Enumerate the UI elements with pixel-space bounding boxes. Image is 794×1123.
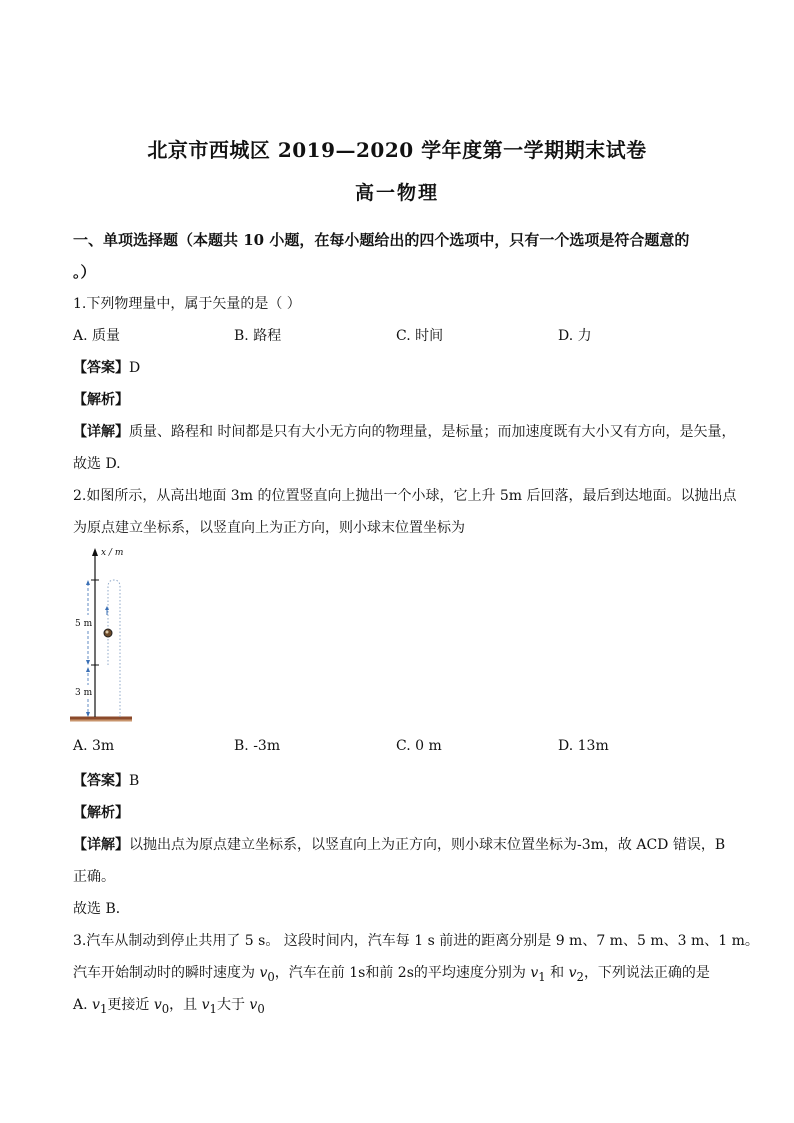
section-heading-cont: 。） bbox=[73, 263, 96, 281]
sub-2: 2 bbox=[576, 969, 584, 984]
analysis-tag: 【解析】 bbox=[73, 392, 129, 408]
axis-arrow-icon bbox=[92, 548, 98, 556]
q1-option-a: A. 质量 bbox=[73, 328, 121, 344]
q2-detail-line bbox=[73, 834, 725, 854]
sub-0: 0 bbox=[267, 969, 275, 984]
q3-text: 汽车开始制动时的瞬时速度为 bbox=[73, 965, 260, 981]
q2-detail-text: 以抛出点为原点建立坐标系，以竖直向上为正方向，则小球末位置坐标为-3m，故 ACD 错误，B bbox=[129, 837, 726, 853]
q1-option-d: D. 力 bbox=[558, 328, 592, 344]
q2-figure bbox=[70, 545, 136, 725]
q3-stem: 3.汽车从制动到停止共用了 5 s。 这段时间内，汽车每 1 s 前进的距离分别是 9 m、7 m、5 m、3 m、1 m。 bbox=[73, 933, 759, 949]
detail-tag: 【详解】 bbox=[73, 837, 129, 853]
exam-subtitle: 高一物理 bbox=[354, 182, 439, 204]
q1-detail-cont: 故选 D. bbox=[73, 456, 121, 472]
q1-option-c: C. 时间 bbox=[396, 328, 444, 344]
q2-stem: 2.如图所示，从高出地面 3m 的位置竖直向上抛出一个小球，它上升 5m 后回落，最后到达地面。以抛出点 bbox=[73, 488, 737, 504]
q3-option-label: A. bbox=[73, 997, 93, 1013]
q3-text: ，下列说法正确的是 bbox=[583, 965, 710, 981]
var-v: v bbox=[201, 997, 210, 1013]
var-v: v bbox=[153, 997, 162, 1013]
sub-1: 1 bbox=[209, 1001, 217, 1016]
q2-stem-cont: 为原点建立坐标系，以竖直向上为正方向，则小球末位置坐标为 bbox=[73, 520, 465, 536]
q2-conclusion: 故选 B． bbox=[73, 901, 130, 917]
sub-0: 0 bbox=[257, 1001, 265, 1016]
q1-answer: D bbox=[129, 360, 141, 376]
q3-text: 更接近 bbox=[107, 997, 154, 1013]
label-3m: 3 m bbox=[75, 688, 93, 698]
q2-analysis-line bbox=[73, 802, 129, 822]
q3-text: 和 bbox=[545, 965, 569, 981]
var-v: v bbox=[92, 997, 100, 1013]
analysis-tag: 【解析】 bbox=[73, 805, 129, 821]
q1-answer-line bbox=[73, 357, 140, 377]
detail-tag: 【详解】 bbox=[73, 424, 129, 440]
dim-arrow-icon bbox=[86, 667, 90, 672]
section-heading: 一、单项选择题（本题共 10 小题，在每小题给出的四个选项中，只有一个选项是符合题意的 bbox=[73, 231, 690, 249]
dim-arrow-icon bbox=[86, 712, 90, 717]
q3-text: 大于 bbox=[216, 997, 250, 1013]
dim-arrow-icon bbox=[86, 580, 90, 585]
dim-arrow-icon bbox=[86, 660, 90, 665]
q1-analysis-line bbox=[73, 389, 129, 409]
q1-option-b: B. 路程 bbox=[234, 328, 282, 344]
q3-stem-cont bbox=[73, 962, 710, 984]
q3-text: ，汽车在前 1s和前 2s的平均速度分别为 bbox=[274, 965, 531, 981]
q3-text: ，且 bbox=[169, 997, 202, 1013]
answer-tag: 【答案】 bbox=[73, 360, 129, 376]
label-5m: 5 m bbox=[75, 619, 93, 629]
q3-option-a bbox=[73, 994, 265, 1016]
q2-option-a: A. 3m bbox=[73, 738, 115, 754]
var-v: v bbox=[568, 965, 577, 981]
var-v: v bbox=[249, 997, 258, 1013]
exam-title: 北京市西城区 2019—2020 学年度第一学期期末试卷 bbox=[147, 138, 647, 162]
q2-option-c: C. 0 m bbox=[396, 738, 442, 754]
q2-option-d: D. 13m bbox=[558, 738, 609, 754]
trajectory-path bbox=[108, 580, 120, 717]
sub-1: 1 bbox=[538, 969, 546, 984]
q2-answer: B bbox=[129, 773, 140, 789]
var-v: v bbox=[530, 965, 539, 981]
q2-answer-line bbox=[73, 770, 139, 790]
sub-0: 0 bbox=[161, 1001, 170, 1016]
q2-option-b: B. -3m bbox=[234, 738, 281, 754]
q2-detail-cont: 正确。 bbox=[73, 869, 115, 885]
sub-1: 1 bbox=[99, 1001, 108, 1016]
answer-tag: 【答案】 bbox=[73, 773, 129, 789]
ball-highlight bbox=[106, 631, 109, 634]
var-v: v bbox=[259, 965, 268, 981]
q1-detail-text: 质量、路程和 时间都是只有大小无方向的物理量，是标量；而加速度既有大小又有方向，是矢量， bbox=[129, 424, 736, 440]
q1-stem: 1.下列物理量中，属于矢量的是（ ） bbox=[73, 296, 301, 312]
axis-label: x / m bbox=[101, 548, 124, 558]
q1-detail-line bbox=[73, 421, 735, 441]
